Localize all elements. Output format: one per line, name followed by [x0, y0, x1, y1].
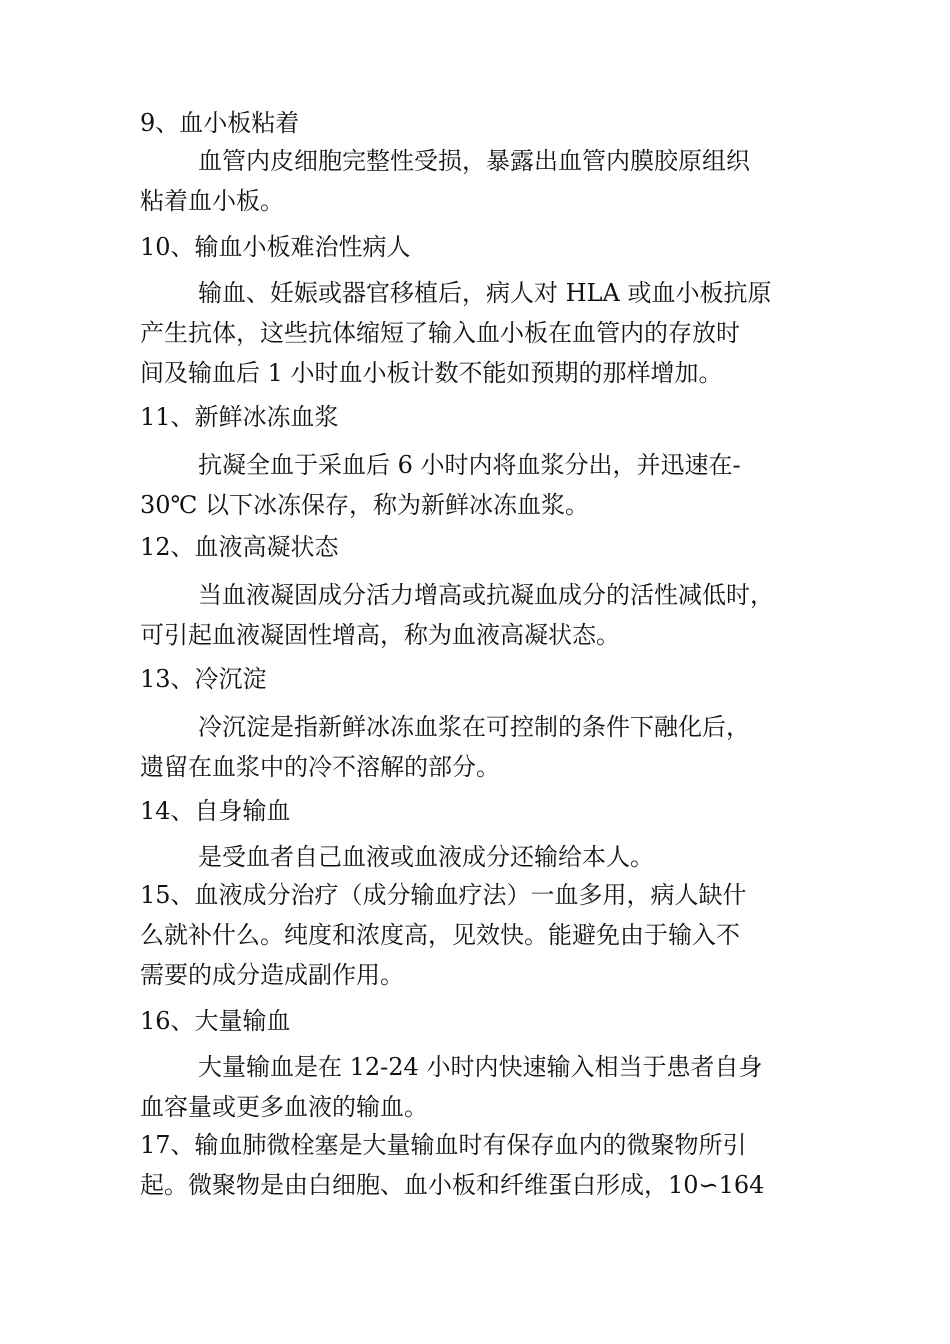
heading-15: 15、血液成分治疗（成分输血疗法）一血多用，病人缺什	[140, 881, 747, 909]
paragraph-line: 血管内皮细胞完整性受损，暴露出血管内膜胶原组织	[198, 147, 750, 175]
paragraph-line: 血容量或更多血液的输血。	[140, 1093, 428, 1121]
heading-11: 11、新鲜冰冻血浆	[140, 403, 339, 431]
paragraph-line: 抗凝全血于采血后 6 小时内将血浆分出，并迅速在-	[198, 451, 741, 479]
heading-12: 12、血液高凝状态	[140, 533, 339, 561]
paragraph-line: 粘着血小板。	[140, 187, 284, 215]
heading-13: 13、冷沉淀	[140, 665, 267, 693]
paragraph-line: 30℃ 以下冰冻保存，称为新鲜冰冻血浆。	[140, 491, 590, 519]
paragraph-line: 遗留在血浆中的冷不溶解的部分。	[140, 753, 500, 781]
paragraph-line: 当血液凝固成分活力增高或抗凝血成分的活性减低时，	[198, 581, 774, 609]
heading-16: 16、大量输血	[140, 1007, 291, 1035]
paragraph-line: 起。微聚物是由白细胞、血小板和纤维蛋白形成，10∽164	[140, 1171, 765, 1199]
paragraph-line: 输血、妊娠或器官移植后，病人对 HLA 或血小板抗原	[198, 279, 772, 307]
paragraph-line: 产生抗体，这些抗体缩短了输入血小板在血管内的存放时	[140, 319, 740, 347]
paragraph-line: 间及输血后 1 小时血小板计数不能如预期的那样增加。	[140, 359, 723, 387]
heading-17: 17、输血肺微栓塞是大量输血时有保存血内的微聚物所引	[140, 1131, 747, 1159]
heading-14: 14、自身输血	[140, 797, 291, 825]
paragraph-line: 大量输血是在 12-24 小时内快速输入相当于患者自身	[198, 1053, 763, 1081]
paragraph-line: 么就补什么。纯度和浓度高，见效快。能避免由于输入不	[140, 921, 740, 949]
paragraph-line: 冷沉淀是指新鲜冰冻血浆在可控制的条件下融化后，	[198, 713, 750, 741]
paragraph-line: 需要的成分造成副作用。	[140, 961, 404, 989]
paragraph-line: 可引起血液凝固性增高，称为血液高凝状态。	[140, 621, 620, 649]
paragraph-line: 是受血者自己血液或血液成分还输给本人。	[198, 843, 654, 871]
heading-9: 9、血小板粘着	[140, 109, 300, 137]
heading-10: 10、输血小板难治性病人	[140, 233, 411, 261]
